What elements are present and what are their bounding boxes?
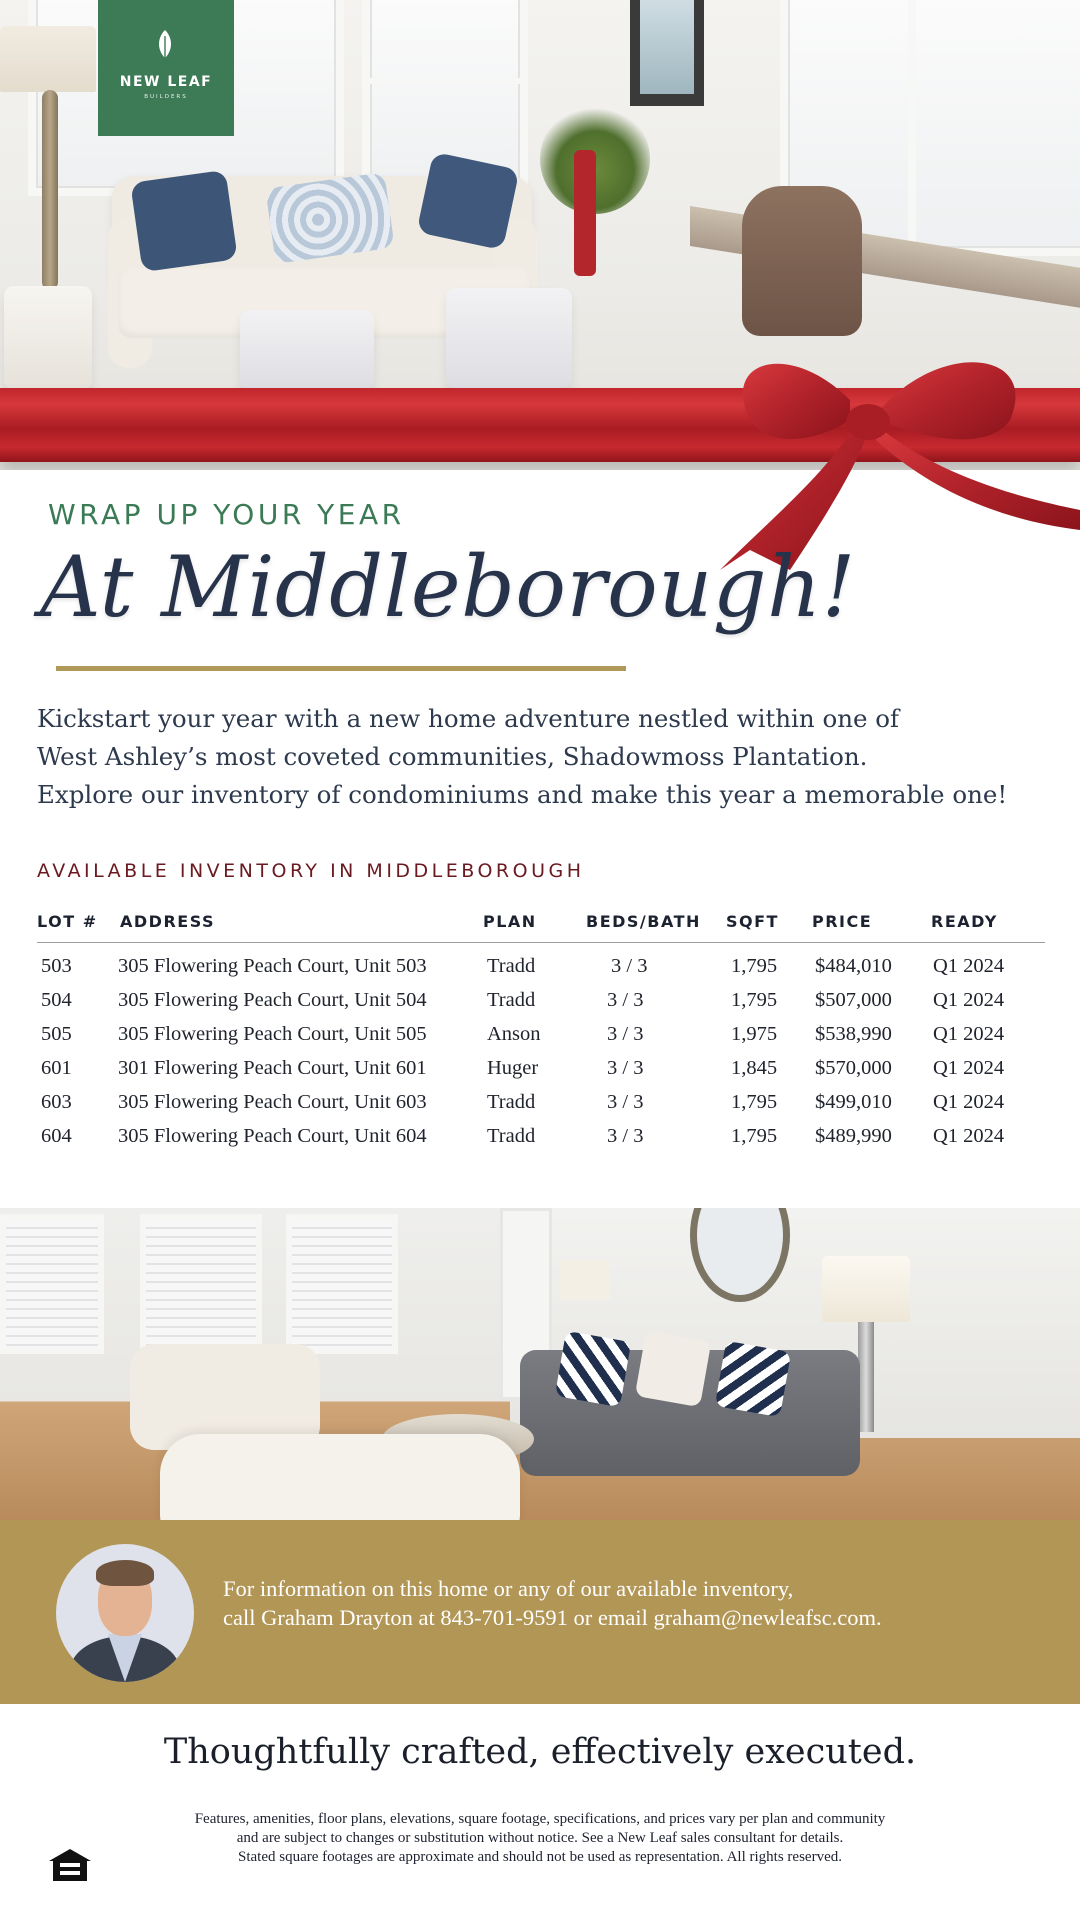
photo-window-2 bbox=[140, 1214, 262, 1354]
gold-divider bbox=[56, 666, 626, 671]
cell-address: 305 Flowering Peach Court, Unit 604 bbox=[118, 1125, 427, 1147]
geometric-pillow-left bbox=[555, 1331, 631, 1407]
intro-line-2: West Ashley’s most coveted communities, Shadowmoss Plantation. bbox=[37, 742, 868, 771]
cell-address: 305 Flowering Peach Court, Unit 603 bbox=[118, 1091, 427, 1113]
cell-lot: 603 bbox=[41, 1091, 72, 1113]
cell-beds-bath: 3 / 3 bbox=[607, 1057, 644, 1079]
cell-lot: 504 bbox=[41, 989, 72, 1011]
foreground-chair bbox=[160, 1434, 520, 1520]
headline-kicker: WRAP UP YOUR YEAR bbox=[48, 498, 405, 531]
photo-window-3 bbox=[286, 1214, 398, 1354]
table-row bbox=[37, 1125, 1045, 1159]
headline-title: At Middleborough! bbox=[40, 538, 856, 636]
header-lot: LOT # bbox=[37, 912, 98, 931]
table-lamp-shade bbox=[822, 1256, 910, 1322]
header-price: PRICE bbox=[812, 912, 873, 931]
cell-price: $570,000 bbox=[815, 1057, 892, 1079]
contact-band bbox=[0, 1520, 1080, 1704]
cell-sqft: 1,845 bbox=[731, 1057, 778, 1079]
geometric-pillow-right bbox=[715, 1341, 791, 1417]
table-lamp-base bbox=[858, 1322, 874, 1432]
intro-line-1: Kickstart your year with a new home adventure nestled within one of bbox=[37, 704, 900, 733]
table-row bbox=[37, 1091, 1045, 1125]
disclaimer-line-3: Stated square footages are approximate and should not be used as representation. All rights reserved. bbox=[238, 1849, 842, 1865]
cell-ready: Q1 2024 bbox=[933, 1023, 1005, 1045]
cell-lot: 604 bbox=[41, 1125, 72, 1147]
cell-address: 301 Flowering Peach Court, Unit 601 bbox=[118, 1057, 427, 1079]
avatar bbox=[56, 1544, 194, 1682]
navy-pillow-left bbox=[130, 170, 238, 272]
cell-address: 305 Flowering Peach Court, Unit 505 bbox=[118, 1023, 427, 1045]
cell-address: 305 Flowering Peach Court, Unit 503 bbox=[118, 955, 427, 977]
ottoman-left bbox=[240, 310, 374, 390]
cell-price: $538,990 bbox=[815, 1023, 892, 1045]
cell-price: $499,010 bbox=[815, 1091, 892, 1113]
avatar-hair bbox=[96, 1560, 154, 1586]
desk-chair bbox=[742, 186, 862, 336]
cell-sqft: 1,795 bbox=[731, 989, 778, 1011]
intro-paragraph bbox=[37, 700, 1047, 814]
cell-plan: Tradd bbox=[487, 955, 536, 977]
cell-ready: Q1 2024 bbox=[933, 1057, 1005, 1079]
cell-beds-bath: 3 / 3 bbox=[607, 1091, 644, 1113]
disclaimer-line-2: and are subject to changes or substitution without notice. See a New Leaf sales consultant for details. bbox=[236, 1830, 844, 1846]
holiday-plant-stem bbox=[574, 150, 596, 276]
intro-line-3: Explore our inventory of condominiums and make this year a memorable one! bbox=[37, 780, 1008, 809]
floor-lamp-base bbox=[42, 90, 58, 290]
cell-address: 305 Flowering Peach Court, Unit 504 bbox=[118, 989, 427, 1011]
living-room-photo bbox=[0, 1208, 1080, 1520]
contact-line-1: For information on this home or any of our available inventory, bbox=[223, 1576, 794, 1601]
table-row bbox=[37, 1023, 1045, 1057]
inventory-table-header bbox=[37, 912, 1045, 943]
side-table bbox=[4, 286, 92, 390]
cell-sqft: 1,795 bbox=[731, 955, 778, 977]
leaf-icon bbox=[156, 30, 174, 62]
cell-lot: 601 bbox=[41, 1057, 72, 1079]
cell-plan: Tradd bbox=[487, 1091, 536, 1113]
cell-lot: 503 bbox=[41, 955, 72, 977]
header-plan: PLAN bbox=[483, 912, 537, 931]
contact-info bbox=[223, 1574, 1063, 1632]
cell-ready: Q1 2024 bbox=[933, 1125, 1005, 1147]
logo-name: NEW LEAF bbox=[119, 74, 213, 90]
disclaimer bbox=[0, 1810, 1080, 1867]
photo-window-1 bbox=[0, 1214, 104, 1354]
inventory-title: AVAILABLE INVENTORY IN MIDDLEBOROUGH bbox=[37, 860, 585, 882]
header-ready: READY bbox=[931, 912, 998, 931]
cell-beds-bath: 3 / 3 bbox=[607, 1023, 644, 1045]
cell-ready: Q1 2024 bbox=[933, 989, 1005, 1011]
floor-lamp-shade bbox=[0, 26, 96, 92]
cell-lot: 505 bbox=[41, 1023, 72, 1045]
wall-art-image bbox=[640, 0, 694, 94]
contact-line-2: call Graham Drayton at 843-701-9591 or email graham@newleafsc.com. bbox=[223, 1605, 882, 1630]
logo-subtitle: BUILDERS bbox=[144, 94, 188, 100]
cell-sqft: 1,795 bbox=[731, 1091, 778, 1113]
ottoman-right bbox=[446, 288, 572, 388]
cell-beds-bath: 3 / 3 bbox=[607, 1125, 644, 1147]
table-row bbox=[37, 955, 1045, 989]
cell-beds-bath: 3 / 3 bbox=[607, 989, 644, 1011]
cell-price: $507,000 bbox=[815, 989, 892, 1011]
cell-beds-bath: 3 / 3 bbox=[611, 955, 648, 977]
cell-price: $484,010 bbox=[815, 955, 892, 977]
inventory-table-body bbox=[37, 955, 1045, 1159]
table-row bbox=[37, 1057, 1045, 1091]
cell-sqft: 1,795 bbox=[731, 1125, 778, 1147]
cell-plan: Huger bbox=[487, 1057, 539, 1079]
disclaimer-line-1: Features, amenities, floor plans, elevations, square footage, specifications, and prices vary per plan and community bbox=[194, 1811, 886, 1827]
small-lamp bbox=[560, 1260, 610, 1300]
cell-sqft: 1,975 bbox=[731, 1023, 778, 1045]
header-sqft: SQFT bbox=[726, 912, 779, 931]
new-leaf-logo bbox=[98, 0, 234, 136]
table-row bbox=[37, 989, 1045, 1023]
cell-ready: Q1 2024 bbox=[933, 955, 1005, 977]
cell-plan: Anson bbox=[487, 1023, 541, 1045]
cell-plan: Tradd bbox=[487, 1125, 536, 1147]
header-address: ADDRESS bbox=[120, 912, 216, 931]
equal-housing-opportunity-icon bbox=[48, 1848, 92, 1882]
cell-ready: Q1 2024 bbox=[933, 1091, 1005, 1113]
tagline: Thoughtfully crafted, effectively executed. bbox=[163, 1732, 917, 1772]
white-pillow bbox=[635, 1331, 711, 1407]
cell-plan: Tradd bbox=[487, 989, 536, 1011]
cell-price: $489,990 bbox=[815, 1125, 892, 1147]
header-beds-bath: BEDS/BATH bbox=[586, 912, 701, 931]
